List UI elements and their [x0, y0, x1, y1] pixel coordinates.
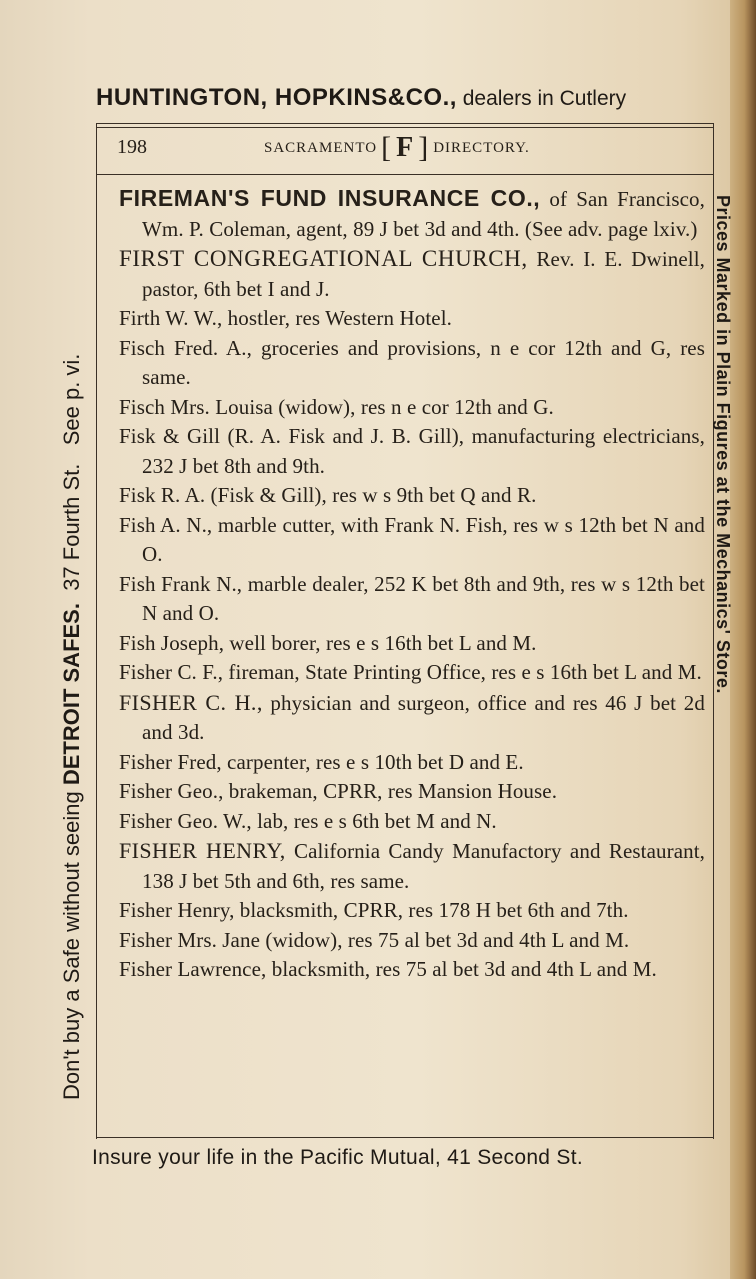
entry-text: of San Francisco, Wm. P. Coleman, agent, 89 J bet 3d and 4th. (See adv. page lxiv.)	[142, 187, 706, 241]
entry-text: (widow), res 75 al bet 3d and 4th L and M.	[260, 927, 630, 952]
left-ad-brand: DETROIT SAFES.	[59, 603, 84, 786]
page-number: 198	[117, 136, 147, 158]
directory-entry	[119, 955, 705, 985]
directory-entry	[119, 777, 705, 807]
entry-name: Fisch Mrs. Louisa	[119, 394, 273, 419]
entry-text: well borer, res e s 16th bet L and M.	[224, 630, 537, 655]
directory-entry	[119, 658, 705, 688]
entry-name: Fisch Fred. A.,	[119, 335, 253, 360]
entry-text: hostler, res Western Hotel.	[222, 306, 452, 330]
directory-entry	[119, 244, 705, 304]
frame-bottom-rule	[96, 1137, 714, 1138]
entry-text: lab, res e s 6th bet M and N.	[251, 808, 497, 833]
entry-name: Fisher Henry,	[119, 898, 235, 922]
directory-entry	[119, 836, 705, 896]
running-head-right: DIRECTORY.	[433, 139, 530, 156]
entry-name: Fish Joseph,	[119, 630, 225, 655]
entry-name: FISHER C. H.,	[119, 689, 263, 715]
entry-text: California Candy Manufactory and Restaurant, 138 J bet 5th and 6th, res same.	[142, 839, 705, 893]
frame-left-rule	[96, 123, 97, 1139]
directory-entry	[119, 184, 705, 244]
entry-name: Fisher Geo.,	[119, 779, 224, 803]
left-ad-text-2: 37 Fourth St. See p. vi.	[59, 353, 84, 604]
entry-text: physician and surgeon, office and res 46 J bet 2d and 3d.	[142, 690, 705, 744]
top-ad-text: dealers in Cutlery	[456, 87, 627, 110]
top-advertisement	[96, 84, 726, 112]
entry-name: Fisher Fred,	[119, 749, 222, 774]
entry-text: groceries and provisions, n e cor 12th and G, res same.	[142, 335, 705, 389]
running-head-left: SACRAMENTO	[264, 139, 378, 156]
directory-entry	[119, 926, 705, 956]
close-bracket: ]	[418, 131, 430, 164]
entry-name: Fisher Mrs. Jane	[119, 927, 261, 952]
entry-text: marble cutter, with Frank N. Fish, res w s 12th bet N and O.	[142, 512, 705, 566]
directory-entry	[119, 570, 705, 629]
bottom-advertisement: Insure your life in the Pacific Mutual, 41 Second St.	[92, 1146, 583, 1169]
entry-text: (R. A. Fisk and J. B. Gill), manufacturing electricians, 232 J bet 8th and 9th.	[142, 424, 705, 478]
entry-name: Fish A. N.,	[119, 512, 213, 537]
entry-name: Fisher Geo. W.,	[119, 808, 252, 833]
entry-text: Rev. I. E. Dwinell, pastor, 6th bet I and J.	[142, 247, 705, 301]
entry-name: Fisk R. A.	[119, 483, 206, 507]
entry-name: Firth W. W.,	[119, 306, 223, 330]
directory-entry	[119, 334, 705, 393]
entry-text: blacksmith, res 75 al bet 3d and 4th L and M.	[266, 957, 657, 981]
entry-text: fireman, State Printing Office, res e s 16th bet L and M.	[223, 660, 702, 684]
entry-text: marble dealer, 252 K bet 8th and 9th, res w s 12th bet N and O.	[142, 571, 705, 625]
entry-name: Fisher C. F.,	[119, 660, 224, 684]
header-rule	[97, 174, 714, 175]
frame-top-rule-inner	[97, 127, 714, 128]
directory-entry	[119, 896, 705, 926]
entry-text: brakeman, CPRR, res Mansion House.	[223, 779, 558, 803]
entry-name: Fisk & Gill	[119, 424, 221, 448]
entry-name: FIREMAN'S FUND INSURANCE CO.,	[119, 185, 541, 211]
open-bracket: [	[381, 131, 393, 164]
frame-top-rule	[97, 123, 714, 124]
left-ad-text-1: Don't buy a Safe without seeing	[59, 785, 84, 1100]
top-ad-company: HUNTINGTON, HOPKINS&CO.,	[96, 84, 457, 111]
directory-entry	[119, 629, 705, 659]
section-letter: F	[396, 132, 415, 163]
entry-name: Fisher Lawrence,	[119, 957, 267, 981]
entry-text: (Fisk & Gill), res w s 9th bet Q and R.	[205, 483, 537, 507]
directory-entry	[119, 511, 705, 570]
left-margin-advertisement	[54, 140, 90, 1100]
right-margin-advertisement: Prices Marked in Plain Figures at the Mechanics' Store.	[713, 195, 733, 694]
directory-entries	[119, 184, 705, 985]
directory-entry	[119, 748, 705, 778]
running-head	[264, 132, 530, 164]
directory-entry	[119, 393, 705, 423]
directory-entry	[119, 304, 705, 334]
directory-entry	[119, 688, 705, 748]
directory-entry	[119, 422, 705, 481]
directory-entry	[119, 807, 705, 837]
entry-name: FIRST CONGREGATIONAL CHURCH,	[119, 246, 528, 271]
directory-entry	[119, 481, 705, 511]
entry-text: (widow), res n e cor 12th and G.	[272, 394, 554, 419]
entry-text: blacksmith, CPRR, res 178 H bet 6th and 7th.	[234, 898, 629, 922]
entry-name: FISHER HENRY,	[119, 838, 286, 863]
entry-name: Fish Frank N.,	[119, 571, 243, 596]
entry-text: carpenter, res e s 10th bet D and E.	[221, 749, 524, 774]
